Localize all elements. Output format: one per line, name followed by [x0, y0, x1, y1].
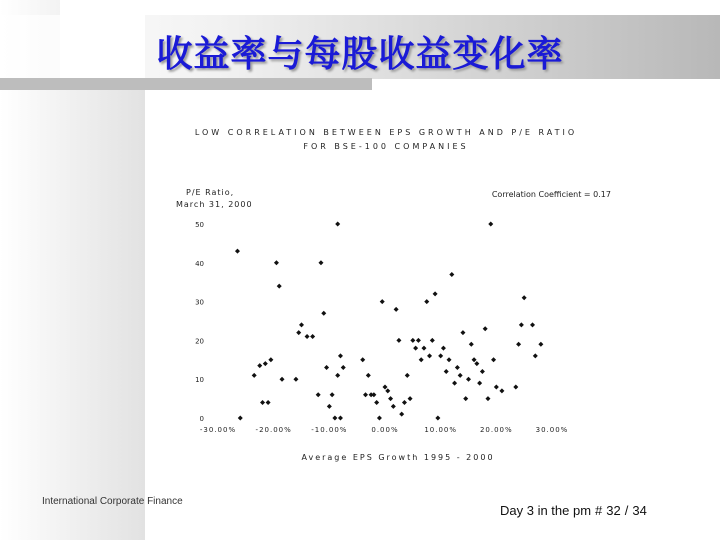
footer-page-current: 32 [606, 503, 621, 518]
data-point [466, 377, 471, 382]
data-point [485, 396, 490, 401]
data-point [491, 357, 496, 362]
data-point [257, 363, 262, 368]
data-point [260, 400, 265, 405]
data-point [460, 330, 465, 335]
scatter-chart-panel [168, 108, 612, 472]
data-point [293, 377, 298, 382]
correlation-annotation: Correlation Coefficient = 0.17 [491, 190, 611, 199]
data-point [305, 334, 310, 339]
data-point [447, 357, 452, 362]
data-point [499, 388, 504, 393]
data-point [335, 373, 340, 378]
y-axis-label-line2: March 31, 2000 [176, 200, 253, 209]
data-point [410, 338, 415, 343]
data-point [371, 392, 376, 397]
y-tick-label: 10 [195, 376, 204, 385]
footer-page-separator: # [595, 503, 603, 518]
y-tick-label: 20 [195, 337, 204, 346]
data-point [430, 338, 435, 343]
footer-course-name: International Corporate Finance [42, 496, 183, 507]
data-point [483, 326, 488, 331]
x-tick-label: -10.00% [311, 426, 348, 434]
data-point [383, 384, 388, 389]
data-points [235, 222, 543, 421]
data-point [338, 416, 343, 421]
data-point [405, 373, 410, 378]
data-point [235, 249, 240, 254]
data-point [335, 222, 340, 227]
y-tick-label: 0 [199, 415, 204, 423]
data-point [321, 311, 326, 316]
x-tick-label: 30.00% [535, 426, 569, 434]
data-point [385, 388, 390, 393]
data-point [360, 357, 365, 362]
x-tick-label: -20.00% [255, 426, 292, 434]
x-tick-labels [200, 426, 568, 434]
data-point [316, 392, 321, 397]
data-point [377, 416, 382, 421]
data-point [252, 373, 257, 378]
data-point [399, 412, 404, 417]
data-point [433, 291, 438, 296]
x-axis-label: Average EPS Growth 1995 - 2000 [301, 453, 495, 462]
data-point [380, 299, 385, 304]
footer-page-total: 34 [632, 503, 647, 518]
chart-title-line2: FOR BSE-100 COMPANIES [303, 142, 469, 151]
footer-page-info [500, 503, 651, 518]
data-point [296, 330, 301, 335]
data-point [408, 396, 413, 401]
data-point [268, 357, 273, 362]
data-point [396, 338, 401, 343]
data-point [263, 361, 268, 366]
data-point [424, 299, 429, 304]
data-point [474, 361, 479, 366]
title-underline-bar [0, 78, 372, 90]
data-point [463, 396, 468, 401]
data-point [435, 416, 440, 421]
scatter-chart [168, 108, 612, 472]
data-point [421, 346, 426, 351]
data-point [427, 353, 432, 358]
data-point [519, 322, 524, 327]
data-point [419, 357, 424, 362]
y-axis-label-line1: P/E Ratio, [186, 188, 235, 197]
data-point [277, 284, 282, 289]
data-point [533, 353, 538, 358]
data-point [494, 384, 499, 389]
data-point [449, 272, 454, 277]
data-point [477, 381, 482, 386]
data-point [391, 404, 396, 409]
data-point [530, 322, 535, 327]
y-tick-label: 50 [195, 221, 204, 229]
data-point [310, 334, 315, 339]
data-point [327, 404, 332, 409]
data-point [455, 365, 460, 370]
data-point [324, 365, 329, 370]
data-point [538, 342, 543, 347]
data-point [274, 260, 279, 265]
data-point [488, 222, 493, 227]
data-point [332, 416, 337, 421]
data-point [388, 396, 393, 401]
x-tick-label: 10.00% [424, 426, 458, 434]
data-point [394, 307, 399, 312]
data-point [341, 365, 346, 370]
data-point [318, 260, 323, 265]
data-point [438, 353, 443, 358]
data-point [522, 295, 527, 300]
data-point [441, 346, 446, 351]
data-point [413, 346, 418, 351]
data-point [444, 369, 449, 374]
data-point [402, 400, 407, 405]
data-point [338, 353, 343, 358]
data-point [299, 322, 304, 327]
y-tick-label: 40 [195, 259, 204, 268]
data-point [366, 373, 371, 378]
footer-page-slash: / [624, 503, 629, 518]
data-point [416, 338, 421, 343]
y-tick-labels [195, 221, 204, 423]
data-point [469, 342, 474, 347]
slide-title: 收益率与每股收益变化率 [156, 33, 564, 75]
data-point [452, 381, 457, 386]
footer-day-label: Day 3 in the pm [500, 503, 592, 518]
chart-title-line1: LOW CORRELATION BETWEEN EPS GROWTH AND P/E RATIO [194, 128, 578, 137]
data-point [363, 392, 368, 397]
x-tick-label: -30.00% [199, 426, 237, 434]
data-point [266, 400, 271, 405]
data-point [458, 373, 463, 378]
y-tick-label: 30 [195, 298, 204, 307]
data-point [516, 342, 521, 347]
data-point [513, 384, 518, 389]
data-point [330, 392, 335, 397]
data-point [280, 377, 285, 382]
x-tick-label: 20.00% [479, 426, 513, 434]
data-point [374, 400, 379, 405]
data-point [472, 357, 477, 362]
data-point [480, 369, 485, 374]
x-tick-label: 0.00% [371, 426, 399, 434]
data-point [238, 416, 243, 421]
